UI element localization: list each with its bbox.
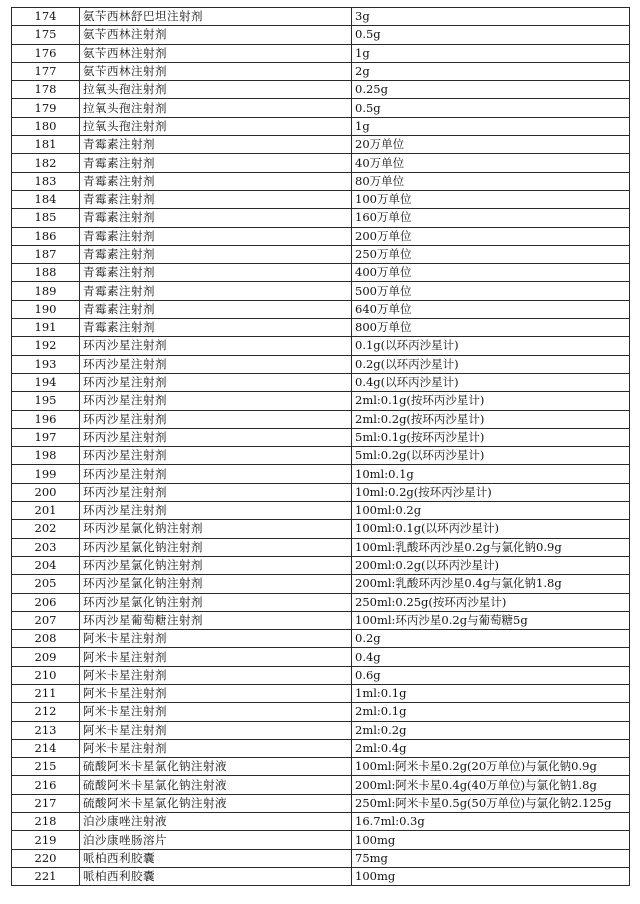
- specification-cell: 40万单位: [352, 154, 630, 172]
- table-row: [12, 81, 630, 99]
- row-number-cell: 191: [12, 319, 80, 337]
- specification-cell: 250ml:阿米卡星0.5g(50万单位)与氯化钠2.125g: [352, 794, 630, 812]
- row-number-cell: 208: [12, 630, 80, 648]
- row-number-cell: 216: [12, 776, 80, 794]
- row-number-cell: 205: [12, 575, 80, 593]
- specification-cell: 200万单位: [352, 227, 630, 245]
- drug-name-cell: 硫酸阿米卡星氯化钠注射液: [80, 776, 352, 794]
- drug-spec-table: [11, 7, 630, 886]
- row-number-cell: 190: [12, 300, 80, 318]
- drug-name-cell: 硫酸阿米卡星氯化钠注射液: [80, 758, 352, 776]
- row-number-cell: 198: [12, 447, 80, 465]
- row-number-cell: 209: [12, 648, 80, 666]
- row-number-cell: 204: [12, 556, 80, 574]
- specification-cell: 20万单位: [352, 136, 630, 154]
- row-number-cell: 199: [12, 465, 80, 483]
- drug-name-cell: 青霉素注射剂: [80, 264, 352, 282]
- table-row: [12, 337, 630, 355]
- table-row: [12, 538, 630, 556]
- table-row: [12, 776, 630, 794]
- row-number-cell: 177: [12, 62, 80, 80]
- drug-name-cell: 阿米卡星注射剂: [80, 739, 352, 757]
- table-body: [12, 8, 630, 886]
- row-number-cell: 202: [12, 520, 80, 538]
- drug-name-cell: 环丙沙星氯化钠注射剂: [80, 575, 352, 593]
- drug-name-cell: 阿米卡星注射剂: [80, 648, 352, 666]
- table-row: [12, 26, 630, 44]
- drug-name-cell: 环丙沙星注射剂: [80, 355, 352, 373]
- specification-cell: 100ml:0.1g(以环丙沙星计): [352, 520, 630, 538]
- drug-name-cell: 青霉素注射剂: [80, 209, 352, 227]
- row-number-cell: 207: [12, 611, 80, 629]
- drug-name-cell: 青霉素注射剂: [80, 227, 352, 245]
- specification-cell: 2ml:0.4g: [352, 739, 630, 757]
- specification-cell: 0.2g: [352, 630, 630, 648]
- drug-name-cell: 氨苄西林注射剂: [80, 26, 352, 44]
- specification-cell: 80万单位: [352, 172, 630, 190]
- drug-name-cell: 拉氧头孢注射剂: [80, 99, 352, 117]
- row-number-cell: 178: [12, 81, 80, 99]
- specification-cell: 400万单位: [352, 264, 630, 282]
- row-number-cell: 220: [12, 849, 80, 867]
- table-row: [12, 849, 630, 867]
- table-row: [12, 794, 630, 812]
- row-number-cell: 185: [12, 209, 80, 227]
- specification-cell: 100ml:环丙沙星0.2g与葡萄糖5g: [352, 611, 630, 629]
- drug-name-cell: 环丙沙星注射剂: [80, 428, 352, 446]
- specification-cell: 2ml:0.1g(按环丙沙星计): [352, 392, 630, 410]
- table-row: [12, 867, 630, 885]
- row-number-cell: 187: [12, 245, 80, 263]
- drug-name-cell: 环丙沙星注射剂: [80, 447, 352, 465]
- drug-name-cell: 青霉素注射剂: [80, 300, 352, 318]
- row-number-cell: 197: [12, 428, 80, 446]
- drug-name-cell: 青霉素注射剂: [80, 136, 352, 154]
- row-number-cell: 182: [12, 154, 80, 172]
- row-number-cell: 192: [12, 337, 80, 355]
- specification-cell: 200ml:乳酸环丙沙星0.4g与氯化钠1.8g: [352, 575, 630, 593]
- drug-name-cell: 阿米卡星注射剂: [80, 703, 352, 721]
- drug-name-cell: 氨苄西林舒巴坦注射剂: [80, 8, 352, 26]
- specification-cell: 0.4g(以环丙沙星计): [352, 373, 630, 391]
- drug-name-cell: 环丙沙星注射剂: [80, 373, 352, 391]
- specification-cell: 5ml:0.1g(按环丙沙星计): [352, 428, 630, 446]
- drug-name-cell: 泊沙康唑注射液: [80, 813, 352, 831]
- specification-cell: 75mg: [352, 849, 630, 867]
- drug-name-cell: 氨苄西林注射剂: [80, 44, 352, 62]
- table-row: [12, 611, 630, 629]
- row-number-cell: 214: [12, 739, 80, 757]
- table-row: [12, 300, 630, 318]
- specification-cell: 10ml:0.2g(按环丙沙星计): [352, 483, 630, 501]
- drug-name-cell: 阿米卡星注射剂: [80, 721, 352, 739]
- drug-name-cell: 阿米卡星注射剂: [80, 684, 352, 702]
- row-number-cell: 212: [12, 703, 80, 721]
- table-row: [12, 373, 630, 391]
- row-number-cell: 210: [12, 666, 80, 684]
- row-number-cell: 174: [12, 8, 80, 26]
- table-row: [12, 556, 630, 574]
- row-number-cell: 184: [12, 190, 80, 208]
- drug-name-cell: 哌柏西利胶囊: [80, 867, 352, 885]
- specification-cell: 5ml:0.2g(以环丙沙星计): [352, 447, 630, 465]
- row-number-cell: 183: [12, 172, 80, 190]
- specification-cell: 0.25g: [352, 81, 630, 99]
- drug-name-cell: 环丙沙星注射剂: [80, 410, 352, 428]
- specification-cell: 0.5g: [352, 99, 630, 117]
- drug-name-cell: 青霉素注射剂: [80, 172, 352, 190]
- drug-name-cell: 环丙沙星注射剂: [80, 392, 352, 410]
- specification-cell: 0.4g: [352, 648, 630, 666]
- specification-cell: 640万单位: [352, 300, 630, 318]
- row-number-cell: 206: [12, 593, 80, 611]
- table-row: [12, 99, 630, 117]
- specification-cell: 2ml:0.2g: [352, 721, 630, 739]
- table-row: [12, 392, 630, 410]
- row-number-cell: 211: [12, 684, 80, 702]
- specification-cell: 500万单位: [352, 282, 630, 300]
- row-number-cell: 186: [12, 227, 80, 245]
- table-row: [12, 520, 630, 538]
- table-row: [12, 739, 630, 757]
- specification-cell: 1ml:0.1g: [352, 684, 630, 702]
- row-number-cell: 176: [12, 44, 80, 62]
- row-number-cell: 195: [12, 392, 80, 410]
- specification-cell: 16.7ml:0.3g: [352, 813, 630, 831]
- specification-cell: 2g: [352, 62, 630, 80]
- table-row: [12, 721, 630, 739]
- drug-name-cell: 环丙沙星氯化钠注射剂: [80, 593, 352, 611]
- drug-name-cell: 青霉素注射剂: [80, 190, 352, 208]
- table-row: [12, 813, 630, 831]
- row-number-cell: 189: [12, 282, 80, 300]
- specification-cell: 100mg: [352, 831, 630, 849]
- table-row: [12, 8, 630, 26]
- row-number-cell: 188: [12, 264, 80, 282]
- row-number-cell: 221: [12, 867, 80, 885]
- drug-name-cell: 阿米卡星注射剂: [80, 666, 352, 684]
- table-row: [12, 428, 630, 446]
- drug-name-cell: 环丙沙星氯化钠注射剂: [80, 556, 352, 574]
- specification-cell: 100万单位: [352, 190, 630, 208]
- drug-name-cell: 泊沙康唑肠溶片: [80, 831, 352, 849]
- specification-cell: 2ml:0.1g: [352, 703, 630, 721]
- row-number-cell: 219: [12, 831, 80, 849]
- table-row: [12, 483, 630, 501]
- specification-cell: 100ml:0.2g: [352, 502, 630, 520]
- specification-cell: 100ml:乳酸环丙沙星0.2g与氯化钠0.9g: [352, 538, 630, 556]
- table-row: [12, 62, 630, 80]
- table-row: [12, 172, 630, 190]
- specification-cell: 0.5g: [352, 26, 630, 44]
- table-row: [12, 758, 630, 776]
- row-number-cell: 175: [12, 26, 80, 44]
- table-row: [12, 465, 630, 483]
- specification-cell: 200ml:0.2g(以环丙沙星计): [352, 556, 630, 574]
- drug-name-cell: 青霉素注射剂: [80, 319, 352, 337]
- table-row: [12, 502, 630, 520]
- table-row: [12, 630, 630, 648]
- table-row: [12, 355, 630, 373]
- table-row: [12, 684, 630, 702]
- table-row: [12, 264, 630, 282]
- table-row: [12, 136, 630, 154]
- drug-name-cell: 青霉素注射剂: [80, 245, 352, 263]
- table-row: [12, 410, 630, 428]
- specification-cell: 0.2g(以环丙沙星计): [352, 355, 630, 373]
- specification-cell: 1g: [352, 44, 630, 62]
- specification-cell: 250万单位: [352, 245, 630, 263]
- row-number-cell: 200: [12, 483, 80, 501]
- drug-name-cell: 哌柏西利胶囊: [80, 849, 352, 867]
- drug-name-cell: 环丙沙星注射剂: [80, 465, 352, 483]
- row-number-cell: 193: [12, 355, 80, 373]
- table-row: [12, 245, 630, 263]
- specification-cell: 3g: [352, 8, 630, 26]
- row-number-cell: 213: [12, 721, 80, 739]
- table-row: [12, 666, 630, 684]
- table-row: [12, 44, 630, 62]
- specification-cell: 200ml:阿米卡星0.4g(40万单位)与氯化钠1.8g: [352, 776, 630, 794]
- drug-name-cell: 青霉素注射剂: [80, 282, 352, 300]
- drug-name-cell: 氨苄西林注射剂: [80, 62, 352, 80]
- table-row: [12, 227, 630, 245]
- row-number-cell: 215: [12, 758, 80, 776]
- specification-cell: 800万单位: [352, 319, 630, 337]
- drug-name-cell: 环丙沙星注射剂: [80, 337, 352, 355]
- table-row: [12, 648, 630, 666]
- table-row: [12, 593, 630, 611]
- table-row: [12, 575, 630, 593]
- table-row: [12, 209, 630, 227]
- row-number-cell: 194: [12, 373, 80, 391]
- table-row: [12, 703, 630, 721]
- drug-name-cell: 拉氧头孢注射剂: [80, 81, 352, 99]
- specification-cell: 10ml:0.1g: [352, 465, 630, 483]
- row-number-cell: 179: [12, 99, 80, 117]
- specification-cell: 250ml:0.25g(按环丙沙星计): [352, 593, 630, 611]
- specification-cell: 160万单位: [352, 209, 630, 227]
- drug-name-cell: 阿米卡星注射剂: [80, 630, 352, 648]
- specification-cell: 0.6g: [352, 666, 630, 684]
- drug-name-cell: 环丙沙星葡萄糖注射剂: [80, 611, 352, 629]
- row-number-cell: 201: [12, 502, 80, 520]
- row-number-cell: 181: [12, 136, 80, 154]
- drug-name-cell: 青霉素注射剂: [80, 154, 352, 172]
- specification-cell: 0.1g(以环丙沙星计): [352, 337, 630, 355]
- table-row: [12, 831, 630, 849]
- table-row: [12, 319, 630, 337]
- table-row: [12, 117, 630, 135]
- row-number-cell: 217: [12, 794, 80, 812]
- drug-name-cell: 拉氧头孢注射剂: [80, 117, 352, 135]
- row-number-cell: 218: [12, 813, 80, 831]
- row-number-cell: 203: [12, 538, 80, 556]
- drug-name-cell: 环丙沙星氯化钠注射剂: [80, 520, 352, 538]
- row-number-cell: 180: [12, 117, 80, 135]
- row-number-cell: 196: [12, 410, 80, 428]
- table-row: [12, 282, 630, 300]
- specification-cell: 100mg: [352, 867, 630, 885]
- specification-cell: 2ml:0.2g(按环丙沙星计): [352, 410, 630, 428]
- specification-cell: 100ml:阿米卡星0.2g(20万单位)与氯化钠0.9g: [352, 758, 630, 776]
- drug-name-cell: 环丙沙星注射剂: [80, 483, 352, 501]
- table-row: [12, 447, 630, 465]
- table-row: [12, 190, 630, 208]
- drug-name-cell: 环丙沙星注射剂: [80, 502, 352, 520]
- drug-name-cell: 环丙沙星氯化钠注射剂: [80, 538, 352, 556]
- specification-cell: 1g: [352, 117, 630, 135]
- drug-name-cell: 硫酸阿米卡星氯化钠注射液: [80, 794, 352, 812]
- table-row: [12, 154, 630, 172]
